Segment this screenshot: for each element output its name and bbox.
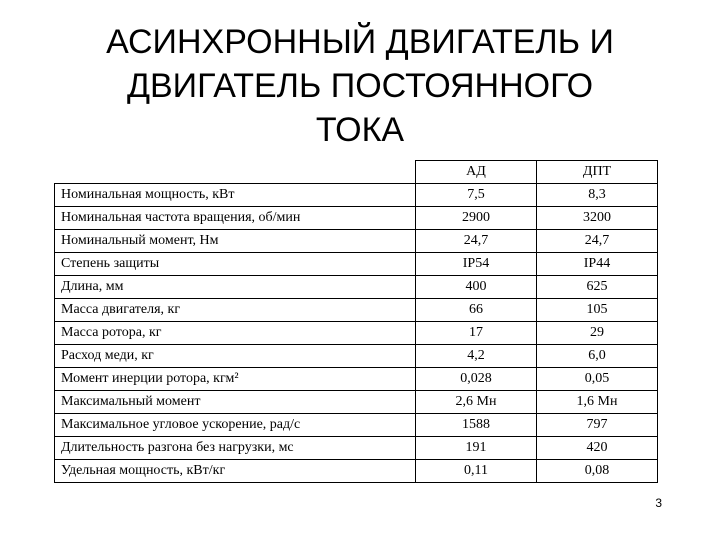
slide-title — [60, 20, 660, 152]
value-dpt: 797 — [537, 414, 658, 437]
value-ad: IP54 — [416, 253, 537, 276]
table-row — [55, 437, 658, 460]
param-name: Номинальный момент, Нм — [55, 230, 416, 253]
param-name: Максимальное угловое ускорение, рад/с — [55, 414, 416, 437]
page-number: 3 — [655, 496, 662, 510]
value-ad: 24,7 — [416, 230, 537, 253]
comparison-table — [54, 160, 658, 483]
value-ad: 0,028 — [416, 368, 537, 391]
value-ad: 2,6 Мн — [416, 391, 537, 414]
param-name: Удельная мощность, кВт/кг — [55, 460, 416, 483]
value-dpt: 625 — [537, 276, 658, 299]
param-name: Момент инерции ротора, кгм² — [55, 368, 416, 391]
value-dpt: 0,05 — [537, 368, 658, 391]
param-name: Масса двигателя, кг — [55, 299, 416, 322]
value-dpt: 3200 — [537, 207, 658, 230]
value-ad: 400 — [416, 276, 537, 299]
table-header-row — [55, 161, 658, 184]
value-ad: 0,11 — [416, 460, 537, 483]
param-name: Длина, мм — [55, 276, 416, 299]
table-row — [55, 207, 658, 230]
table-row — [55, 414, 658, 437]
value-dpt: 24,7 — [537, 230, 658, 253]
title-line-2: ДВИГАТЕЛЬ ПОСТОЯННОГО — [126, 67, 594, 105]
value-dpt: 6,0 — [537, 345, 658, 368]
param-name: Максимальный момент — [55, 391, 416, 414]
value-dpt: 105 — [537, 299, 658, 322]
param-name: Степень защиты — [55, 253, 416, 276]
value-dpt: 29 — [537, 322, 658, 345]
table-row — [55, 460, 658, 483]
table-row — [55, 299, 658, 322]
table-row — [55, 253, 658, 276]
header-cell-ad: АД — [416, 161, 537, 184]
param-name: Номинальная частота вращения, об/мин — [55, 207, 416, 230]
header-cell-dpt: ДПТ — [537, 161, 658, 184]
param-name: Номинальная мощность, кВт — [55, 184, 416, 207]
title-line-1: АСИНХРОННЫЙ ДВИГАТЕЛЬ И — [106, 23, 614, 61]
value-ad: 1588 — [416, 414, 537, 437]
table-row — [55, 184, 658, 207]
table-row — [55, 345, 658, 368]
value-ad: 2900 — [416, 207, 537, 230]
value-ad: 7,5 — [416, 184, 537, 207]
param-name: Длительность разгона без нагрузки, мс — [55, 437, 416, 460]
table-row — [55, 276, 658, 299]
value-ad: 66 — [416, 299, 537, 322]
value-ad: 4,2 — [416, 345, 537, 368]
table-row — [55, 391, 658, 414]
table-row — [55, 230, 658, 253]
value-dpt: IP44 — [537, 253, 658, 276]
value-dpt: 0,08 — [537, 460, 658, 483]
param-name: Расход меди, кг — [55, 345, 416, 368]
table-row — [55, 322, 658, 345]
title-line-3: ТОКА — [315, 111, 405, 149]
value-ad: 17 — [416, 322, 537, 345]
value-ad: 191 — [416, 437, 537, 460]
table-row — [55, 368, 658, 391]
param-name: Масса ротора, кг — [55, 322, 416, 345]
value-dpt: 420 — [537, 437, 658, 460]
value-dpt: 1,6 Мн — [537, 391, 658, 414]
value-dpt: 8,3 — [537, 184, 658, 207]
header-cell-empty — [55, 161, 416, 184]
